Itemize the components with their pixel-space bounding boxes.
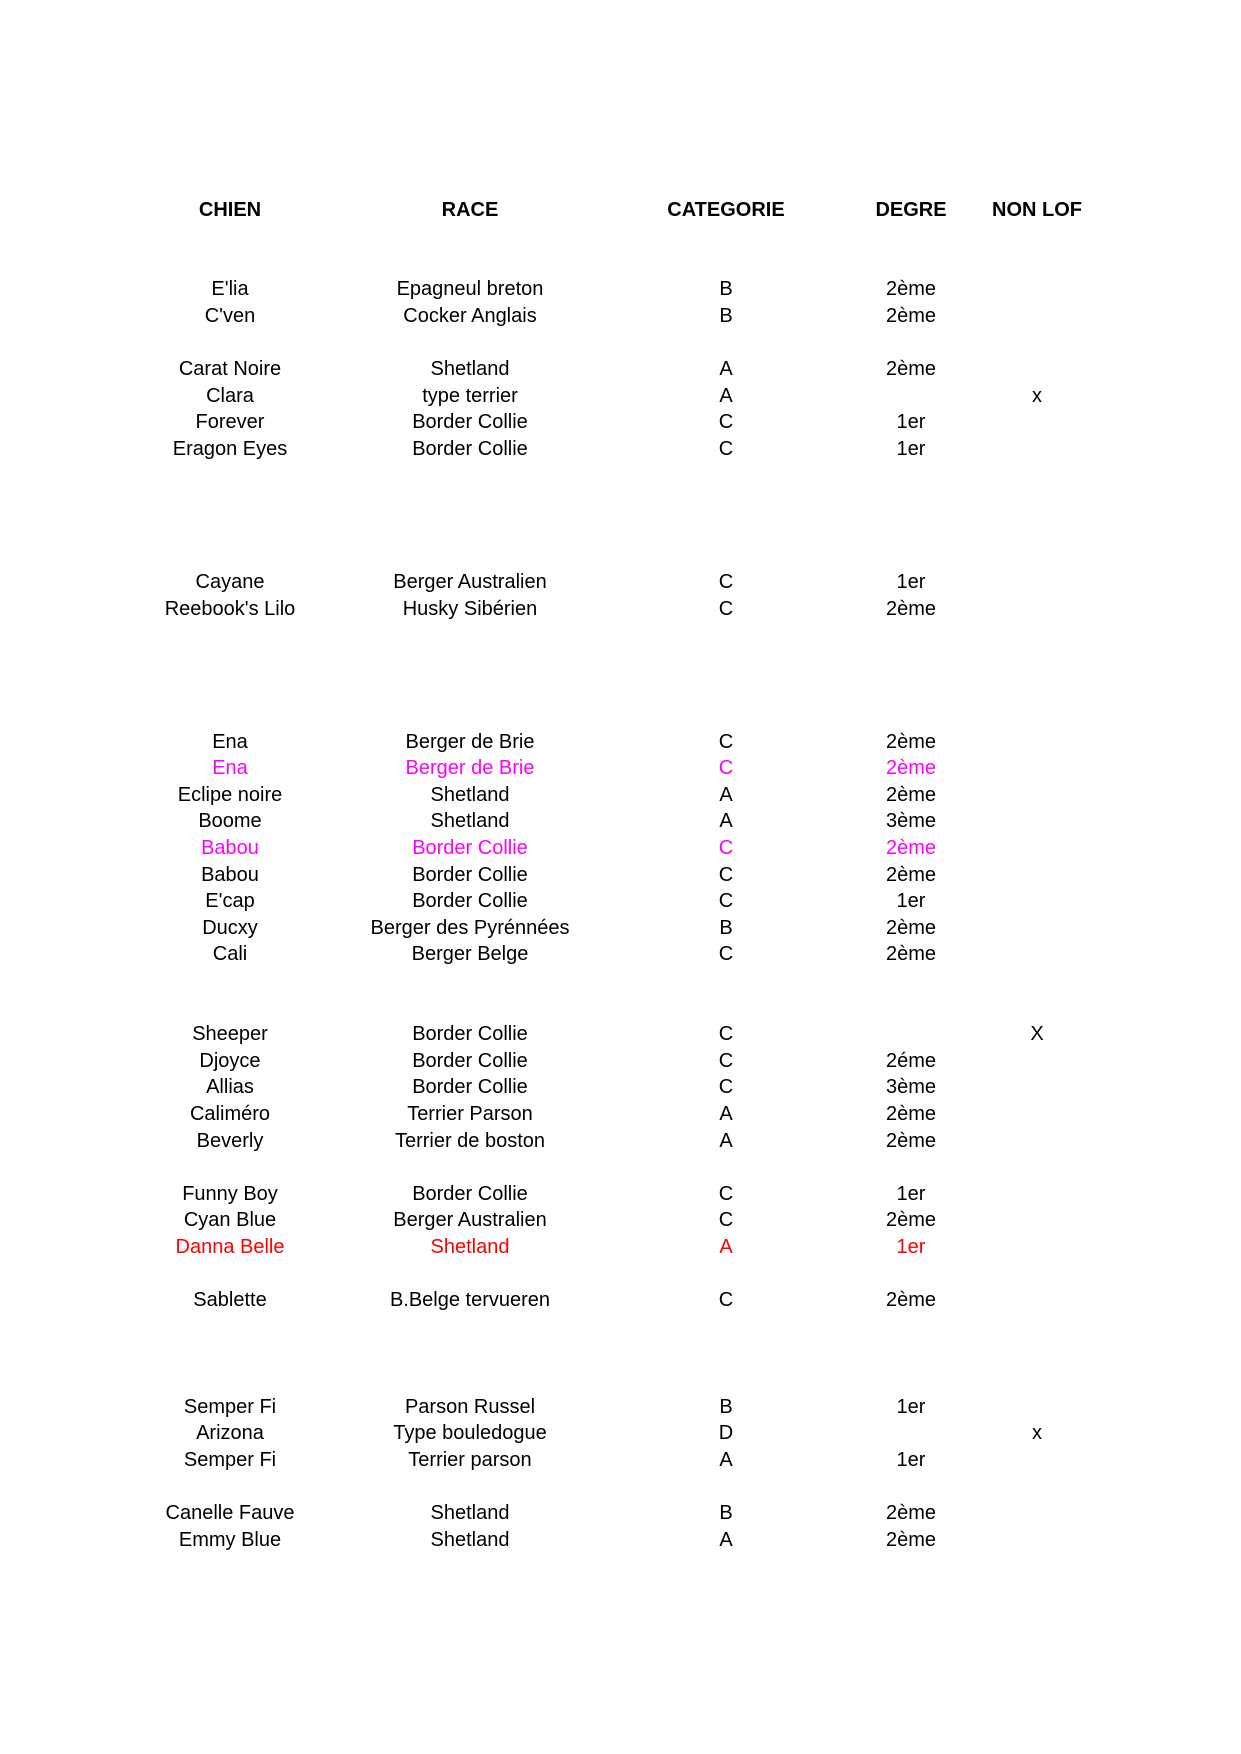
cell-degre: 2ème: [885, 1129, 937, 1152]
cell-degre: 2ème: [885, 730, 937, 753]
cell-categorie: C: [718, 1049, 734, 1072]
cell-categorie: C: [718, 1023, 734, 1046]
table-row: [120, 915, 1104, 942]
cell-chien: Djoyce: [199, 1049, 261, 1072]
cell-race: Berger de Brie: [405, 730, 535, 753]
cell-race: Berger Belge: [411, 943, 529, 966]
cell-race: Terrier parson: [408, 1448, 532, 1471]
cell-chien: Reebook's Lilo: [164, 597, 296, 620]
table-row: [120, 941, 1104, 968]
cell-categorie: C: [718, 1289, 734, 1312]
cell-categorie: B: [719, 1501, 733, 1524]
cell-race: Border Collie: [412, 890, 528, 913]
cell-categorie: A: [719, 358, 733, 381]
cell-categorie: A: [719, 1102, 733, 1125]
cell-degre: 1er: [896, 570, 926, 593]
cell-categorie: C: [718, 890, 734, 913]
cell-categorie: C: [718, 836, 734, 859]
cell-categorie: C: [718, 1209, 734, 1232]
table-row: [120, 1420, 1104, 1447]
cell-degre: 1er: [896, 437, 926, 460]
cell-race: Border Collie: [412, 1023, 528, 1046]
cell-categorie: B: [719, 1395, 733, 1418]
cell-chien: Cyan Blue: [183, 1209, 277, 1232]
cell-chien: E'lia: [211, 278, 249, 301]
cell-race: Shetland: [430, 1528, 510, 1551]
cell-chien: Danna Belle: [175, 1235, 285, 1258]
cell-chien: Eclipe noire: [177, 783, 283, 806]
cell-categorie: C: [718, 437, 734, 460]
cell-race: Shetland: [430, 358, 510, 381]
cell-chien: Cali: [212, 943, 248, 966]
cell-degre: 2ème: [885, 836, 937, 859]
cell-degre: 1er: [896, 1395, 926, 1418]
cell-categorie: A: [719, 1528, 733, 1551]
cell-race: Berger des Pyrénnées: [370, 916, 570, 939]
cell-race: Border Collie: [412, 437, 528, 460]
cell-chien: Emmy Blue: [178, 1528, 282, 1551]
cell-chien: Canelle Fauve: [165, 1501, 295, 1524]
cell-race: B.Belge tervueren: [389, 1289, 551, 1312]
cell-race: Parson Russel: [404, 1395, 536, 1418]
cell-categorie: C: [718, 1076, 734, 1099]
cell-race: Shetland: [430, 783, 510, 806]
table-row: [120, 1128, 1104, 1155]
cell-categorie: C: [718, 570, 734, 593]
cell-degre: 2ème: [885, 278, 937, 301]
table-row: [120, 862, 1104, 889]
table-row: [120, 729, 1104, 756]
cell-chien: Forever: [195, 411, 265, 434]
cell-non_lof: x: [1032, 384, 1042, 407]
cell-categorie: A: [719, 783, 733, 806]
cell-chien: Semper Fi: [183, 1448, 277, 1471]
cell-degre: 1er: [896, 1448, 926, 1471]
cell-race: type terrier: [422, 384, 518, 407]
table-row: [120, 1527, 1104, 1554]
cell-chien: Caliméro: [189, 1102, 271, 1125]
cell-categorie: B: [719, 304, 733, 327]
cell-chien: Clara: [206, 384, 254, 407]
cell-categorie: A: [719, 1129, 733, 1152]
cell-chien: Ducxy: [202, 916, 258, 939]
cell-degre: 2ème: [885, 1209, 937, 1232]
cell-categorie: C: [718, 863, 734, 886]
table-row: [120, 383, 1104, 410]
cell-degre: 1er: [896, 890, 926, 913]
table-header-row: [120, 197, 1104, 224]
cell-race: Shetland: [430, 1235, 510, 1258]
cell-degre: 2ème: [885, 916, 937, 939]
cell-degre: 2ème: [885, 1289, 937, 1312]
table-row: [120, 569, 1104, 596]
cell-chien: Babou: [201, 863, 259, 886]
cell-categorie: C: [718, 411, 734, 434]
column-header-non_lof: NON LOF: [992, 198, 1082, 221]
table-row: [120, 1207, 1104, 1234]
cell-chien: Sheeper: [192, 1023, 268, 1046]
cell-degre: 2éme: [885, 1049, 937, 1072]
cell-race: Border Collie: [412, 836, 528, 859]
cell-race: Shetland: [430, 1501, 510, 1524]
table-row: [120, 1181, 1104, 1208]
cell-chien: Babou: [201, 836, 259, 859]
table-row: [120, 1394, 1104, 1421]
cell-chien: Ena: [212, 730, 248, 753]
table-row: [120, 888, 1104, 915]
cell-race: Cocker Anglais: [403, 304, 537, 327]
cell-chien: Ena: [212, 757, 248, 780]
cell-categorie: D: [718, 1422, 734, 1445]
column-header-chien: CHIEN: [198, 198, 262, 221]
cell-chien: Eragon Eyes: [172, 437, 288, 460]
cell-categorie: C: [718, 757, 734, 780]
cell-categorie: A: [719, 810, 733, 833]
cell-non_lof: x: [1032, 1422, 1042, 1445]
cell-chien: C'ven: [204, 304, 256, 327]
cell-race: Border Collie: [412, 411, 528, 434]
table-row: [120, 1234, 1104, 1261]
cell-categorie: B: [719, 916, 733, 939]
cell-chien: Carat Noire: [178, 358, 282, 381]
cell-race: Border Collie: [412, 1182, 528, 1205]
table-row: [120, 835, 1104, 862]
cell-degre: 2ème: [885, 1501, 937, 1524]
table-row: [120, 808, 1104, 835]
table-row: [120, 755, 1104, 782]
cell-chien: Beverly: [196, 1129, 264, 1152]
cell-race: Berger Australien: [393, 570, 547, 593]
table-row: [120, 276, 1104, 303]
cell-chien: Semper Fi: [183, 1395, 277, 1418]
cell-race: Terrier Parson: [407, 1102, 533, 1125]
cell-chien: Boome: [198, 810, 262, 833]
table-row: [120, 1447, 1104, 1474]
cell-categorie: C: [718, 730, 734, 753]
cell-degre: 2ème: [885, 943, 937, 966]
cell-race: Husky Sibérien: [402, 597, 538, 620]
cell-race: Epagneul breton: [396, 278, 544, 301]
table-row: [120, 1287, 1104, 1314]
table-row: [120, 1500, 1104, 1527]
cell-race: Shetland: [430, 810, 510, 833]
cell-race: Border Collie: [412, 1049, 528, 1072]
cell-chien: Sablette: [193, 1289, 267, 1312]
table-row: [120, 1074, 1104, 1101]
cell-degre: 2ème: [885, 783, 937, 806]
table-row: [120, 409, 1104, 436]
cell-categorie: C: [718, 943, 734, 966]
cell-degre: 2ème: [885, 358, 937, 381]
cell-race: Type bouledogue: [393, 1422, 547, 1445]
cell-degre: 2ème: [885, 757, 937, 780]
cell-race: Berger Australien: [393, 1209, 547, 1232]
column-header-categorie: CATEGORIE: [667, 198, 785, 221]
cell-non_lof: X: [1030, 1023, 1044, 1046]
table-row: [120, 1021, 1104, 1048]
cell-degre: 1er: [896, 1182, 926, 1205]
table-row: [120, 782, 1104, 809]
table-row: [120, 303, 1104, 330]
table-row: [120, 596, 1104, 623]
table-row: [120, 436, 1104, 463]
cell-chien: Arizona: [196, 1422, 264, 1445]
cell-degre: 2ème: [885, 304, 937, 327]
cell-categorie: C: [718, 1182, 734, 1205]
cell-categorie: A: [719, 384, 733, 407]
table-row: [120, 1048, 1104, 1075]
table-row: [120, 1101, 1104, 1128]
cell-race: Border Collie: [412, 863, 528, 886]
cell-degre: 2ème: [885, 1528, 937, 1551]
cell-degre: 2ème: [885, 1102, 937, 1125]
cell-race: Terrier de boston: [394, 1129, 546, 1152]
cell-degre: 2ème: [885, 863, 937, 886]
cell-degre: 1er: [896, 411, 926, 434]
cell-categorie: A: [719, 1235, 733, 1258]
cell-categorie: B: [719, 278, 733, 301]
table-row: [120, 356, 1104, 383]
cell-degre: 3ème: [885, 1076, 937, 1099]
cell-categorie: C: [718, 597, 734, 620]
cell-degre: 3ème: [885, 810, 937, 833]
cell-race: Berger de Brie: [405, 757, 535, 780]
cell-degre: 1er: [896, 1235, 926, 1258]
cell-chien: Cayane: [195, 570, 265, 593]
cell-race: Border Collie: [412, 1076, 528, 1099]
cell-categorie: A: [719, 1448, 733, 1471]
column-header-degre: DEGRE: [875, 198, 947, 221]
cell-chien: Funny Boy: [182, 1182, 278, 1205]
cell-chien: Allias: [206, 1076, 254, 1099]
cell-chien: E'cap: [205, 890, 255, 913]
column-header-race: RACE: [441, 198, 499, 221]
cell-degre: 2ème: [885, 597, 937, 620]
